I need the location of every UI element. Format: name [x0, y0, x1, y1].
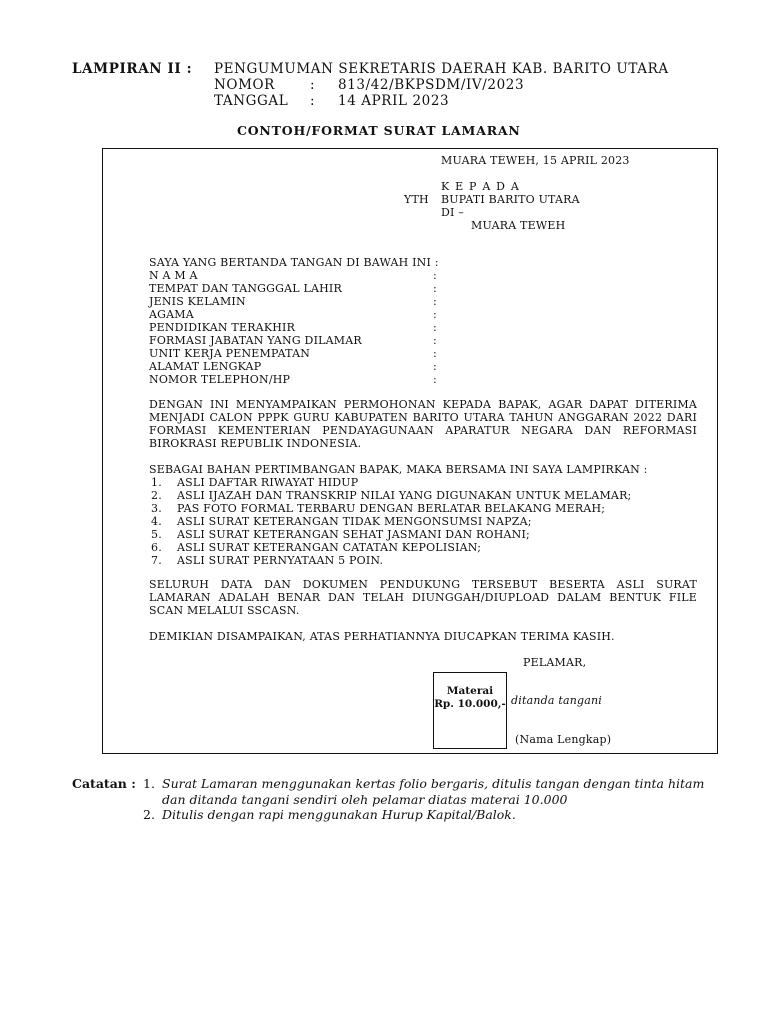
stamp-duty-box: [433, 672, 507, 749]
letter-frame: [102, 148, 718, 754]
note-text-continued: dan ditanda tangani sendiri oleh pelamar diatas materai 10.000: [162, 792, 568, 807]
list-item: [151, 502, 631, 515]
list-item-number: 4.: [151, 515, 162, 528]
list-item: [151, 515, 631, 528]
request-paragraph: DENGAN INI MENYAMPAIKAN PERMOHONAN KEPADA BAPAK, AGAR DAPAT DITERIMA MENJADI CALON PPPK GURU KABUPATEN BARITO UTARA TAHUN ANGGARAN 2022 DARI FORMASI KEMENTERIAN PENDAYAGUNAAN APARATUR NEGARA DAN REFORMASI BIROKRASI REPUBLIK INDONESIA.: [149, 398, 697, 450]
stamp-duty-label: Materai: [446, 685, 494, 697]
field-label: N A M A: [149, 269, 198, 282]
attachments-intro: SEBAGAI BAHAN PERTIMBANGAN BAPAK, MAKA BERSAMA INI SAYA LAMPIRKAN :: [149, 463, 648, 476]
header-tanggal-value: 14 APRIL 2023: [338, 93, 450, 109]
field-label: UNIT KERJA PENEMPATAN: [149, 347, 311, 360]
field-label: AGAMA: [149, 308, 194, 321]
di-label: DI –: [441, 206, 464, 219]
pelamar-label: PELAMAR,: [523, 656, 587, 669]
field-label: FORMASI JABATAN YANG DILAMAR: [149, 334, 362, 347]
list-item-text: ASLI SURAT KETERANGAN TIDAK MENGONSUMSI NAPZA;: [177, 515, 532, 528]
closing-line: DEMIKIAN DISAMPAIKAN, ATAS PERHATIANNYA DIUCAPKAN TERIMA KASIH.: [149, 630, 615, 643]
stamp-duty-amount: Rp. 10.000,-: [434, 698, 506, 710]
list-item-text: ASLI SURAT KETERANGAN SEHAT JASMANI DAN ROHANI;: [177, 528, 530, 541]
header-nomor-label: NOMOR: [214, 77, 275, 93]
yth-label: YTH: [404, 193, 429, 206]
document-title: CONTOH/FORMAT SURAT LAMARAN: [237, 123, 521, 138]
list-item: [151, 476, 631, 489]
field-row: [149, 334, 437, 347]
note-number: 2.: [143, 807, 155, 822]
attachments-list: [151, 476, 631, 567]
list-item-text: ASLI SURAT KETERANGAN CATATAN KEPOLISIAN;: [177, 541, 482, 554]
note-number: 1.: [143, 776, 155, 791]
field-label: PENDIDIKAN TERAKHIR: [149, 321, 296, 334]
field-row: [149, 347, 437, 360]
list-item-number: 2.: [151, 489, 162, 502]
list-item-number: 6.: [151, 541, 162, 554]
header-tanggal-label: TANGGAL: [214, 93, 289, 109]
note-text: Ditulis dengan rapi menggunakan Hurup Kapital/Balok.: [162, 807, 516, 822]
lampiran-label: LAMPIRAN II :: [72, 61, 193, 77]
header-nomor-value: 813/42/BKPSDM/IV/2023: [338, 77, 525, 93]
notes-label: Catatan :: [72, 776, 136, 791]
list-item-number: 3.: [151, 502, 162, 515]
field-colon: :: [433, 269, 437, 282]
field-row: [149, 295, 437, 308]
field-row: [149, 373, 437, 386]
field-colon: :: [433, 295, 437, 308]
field-row: [149, 282, 437, 295]
recipient: BUPATI BARITO UTARA: [441, 193, 580, 206]
list-item: [151, 554, 631, 567]
field-colon: :: [433, 321, 437, 334]
field-label: NOMOR TELEPHON/HP: [149, 373, 291, 386]
field-row: [149, 321, 437, 334]
field-label: TEMPAT DAN TANGGGAL LAHIR: [149, 282, 342, 295]
field-label: ALAMAT LENGKAP: [149, 360, 262, 373]
field-row: [149, 269, 437, 282]
list-item-text: ASLI IJAZAH DAN TRANSKRIP NILAI YANG DIGUNAKAN UNTUK MELAMAR;: [177, 489, 632, 502]
field-colon: :: [433, 334, 437, 347]
list-item-number: 7.: [151, 554, 162, 567]
list-item-text: PAS FOTO FORMAL TERBARU DENGAN BERLATAR BELAKANG MERAH;: [177, 502, 606, 515]
letter-intro: SAYA YANG BERTANDA TANGAN DI BAWAH INI :: [149, 256, 439, 269]
list-item: [151, 528, 631, 541]
list-item-number: 5.: [151, 528, 162, 541]
header-tanggal-colon: :: [310, 93, 316, 109]
field-colon: :: [433, 360, 437, 373]
list-item: [151, 489, 631, 502]
field-colon: :: [433, 373, 437, 386]
field-label: JENIS KELAMIN: [149, 295, 246, 308]
field-row: [149, 308, 437, 321]
place-date: MUARA TEWEH, 15 APRIL 2023: [441, 154, 630, 167]
declaration-paragraph: SELURUH DATA DAN DOKUMEN PENDUKUNG TERSEBUT BESERTA ASLI SURAT LAMARAN ADALAH BENAR DAN TELAH DIUNGGAH/DIUPLOAD DALAM BENTUK FILE SCAN MELALUI SSCASN.: [149, 578, 697, 617]
header-nomor-colon: :: [310, 77, 316, 93]
applicant-fields: [149, 269, 437, 386]
field-colon: :: [433, 347, 437, 360]
field-colon: :: [433, 282, 437, 295]
list-item-number: 1.: [151, 476, 162, 489]
note-text: Surat Lamaran menggunakan kertas folio bergaris, ditulis tangan dengan tinta hitam: [162, 776, 705, 791]
signature-note: ditanda tangani: [511, 694, 602, 707]
list-item-text: ASLI SURAT PERNYATAAN 5 POIN.: [177, 554, 384, 567]
field-colon: :: [433, 308, 437, 321]
name-placeholder: (Nama Lengkap): [515, 733, 612, 746]
kepada-label: K E P A D A: [441, 180, 521, 193]
header-announcement: PENGUMUMAN SEKRETARIS DAERAH KAB. BARITO UTARA: [214, 61, 669, 77]
list-item-text: ASLI DAFTAR RIWAYAT HIDUP: [177, 476, 359, 489]
list-item: [151, 541, 631, 554]
field-row: [149, 360, 437, 373]
recipient-city: MUARA TEWEH: [471, 219, 566, 232]
